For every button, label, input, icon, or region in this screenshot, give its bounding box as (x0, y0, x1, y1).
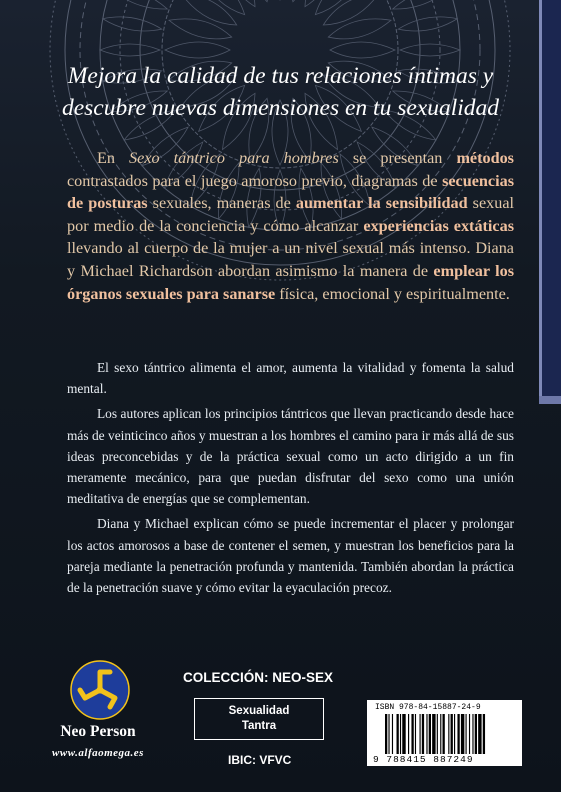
barcode-bar (443, 714, 445, 754)
highlight-sensibilidad: aumentar la sensibilidad (295, 194, 468, 213)
barcode-bar (454, 714, 455, 754)
barcode-bar (432, 714, 435, 754)
barcode-bar (408, 714, 409, 754)
barcode-bar (429, 714, 431, 754)
mandala-petal-inner (319, 0, 383, 32)
highlight-organos: emplear los órganos sexuales para sanarse (67, 261, 514, 303)
intro-text: contrastados para el juego amoroso previo, diagramas de (67, 171, 443, 190)
intro-text: física, emocional y espiritualmente. (275, 284, 510, 303)
collection-label: COLECCIÓN: NEO-SEX (183, 670, 334, 685)
barcode-bar (437, 714, 438, 754)
triskelion-icon (70, 660, 130, 720)
publisher-website: www.alfaomega.es (52, 747, 144, 759)
barcode-bar (466, 714, 467, 754)
highlight-experiencias: experiencias extáticas (363, 216, 515, 235)
barcode-bar (451, 714, 453, 754)
description-paragraph-2: Los autores aplican los principios tántricos que llevan practicando desde hace más de veinticinco años y muestran a los hombres el camino para ir más allá de sus ideas preconcebidas y de la práctica sexual como un acto dirigido a un fin meramente mecánico, para que puedan disfrutar del sexo como una unión meditativa de energías que se complementan. (67, 406, 514, 507)
ibic-code: IBIC: VFVC (228, 753, 292, 767)
intro-text: sexual por medio de la conciencia y cómo alcanzar (67, 194, 515, 235)
barcode-bar (420, 714, 421, 754)
mandala-petal (109, 0, 169, 15)
barcode-bar (483, 714, 485, 754)
barcode-bar (461, 714, 464, 754)
headline (0, 60, 561, 124)
barcode-bar (440, 714, 441, 754)
mandala-petal (100, 44, 160, 56)
publisher-name: Neo Person (60, 723, 136, 740)
mandala-petal-inner (193, 0, 250, 20)
barcode-bar (411, 714, 413, 754)
intro-text: sexuales, maneras de (147, 194, 296, 213)
barcode-bar (397, 714, 399, 754)
intro-paragraph (67, 147, 514, 305)
barcode-bar (426, 714, 427, 754)
book-title-italic: Sexo tántrico para hombres (129, 149, 339, 167)
barcode-bar (478, 714, 481, 754)
headline-line-2: descubre nuevas dimensiones en tu sexualidad (61, 95, 500, 121)
barcode (367, 700, 522, 766)
barcode-bar (402, 714, 405, 754)
headline-line-1: Mejora la calidad de tus relaciones íntimas y (67, 63, 494, 89)
mandala-petal-inner (176, 0, 240, 32)
barcode-bar (475, 714, 477, 754)
mandala-petal-inner (165, 42, 230, 58)
barcode-bar (469, 714, 470, 754)
barcode-bar (457, 714, 459, 754)
barcode-bar (385, 714, 387, 754)
barcode-number: 9 788415 887249 (373, 754, 474, 765)
description (67, 357, 514, 602)
barcode-bar (422, 714, 424, 754)
barcode-bar (392, 714, 393, 754)
mandala-petal-inner (285, 0, 317, 4)
mandala-petal (391, 0, 451, 15)
intro-text: se presentan (338, 149, 457, 167)
mandala-petal-inner (310, 0, 367, 20)
barcode-bar (472, 714, 473, 754)
spine-stripe-accent (539, 396, 561, 404)
description-paragraph-1: El sexo tántrico alimenta el amor, aumenta la vitalidad y fomenta la salud mental. (67, 360, 514, 397)
highlight-metodos: métodos (456, 149, 514, 167)
isbn-label: ISBN 978-84-15887-24-9 (375, 703, 481, 712)
description-paragraph-3: Diana y Michael explican cómo se puede incrementar el placer y prolongar los actos amorosos a base de contener el semen, y muestran los beneficios para la pareja mediante la penetración profunda y mantenida. También abordan la práctica de la penetración suave y cómo evitar la eyaculación precoz. (67, 516, 514, 596)
mandala-petal-inner (243, 0, 275, 4)
barcode-bars (385, 714, 515, 754)
mandala-petal-inner (167, 13, 234, 45)
barcode-bar (388, 714, 389, 754)
barcode-bar (400, 714, 401, 754)
barcode-bar (415, 714, 416, 754)
highlight-secuencias: secuencias de posturas (67, 171, 514, 213)
genre-box (194, 698, 324, 740)
intro-text: llevando al cuerpo de la mujer a un nivel sexual más intenso. Diana y Michael Richardson abordan asimismo la manera de (67, 239, 514, 280)
mandala-petal (397, 13, 458, 35)
mandala-petal (400, 44, 460, 56)
mandala-petal-inner (326, 13, 393, 45)
mandala-petal-inner (330, 42, 395, 58)
intro-text: En (97, 149, 130, 167)
genre-line-1: Sexualidad (228, 705, 290, 717)
genre-line-2: Tantra (241, 720, 277, 732)
barcode-bar (448, 714, 449, 754)
mandala-petal (102, 13, 163, 35)
